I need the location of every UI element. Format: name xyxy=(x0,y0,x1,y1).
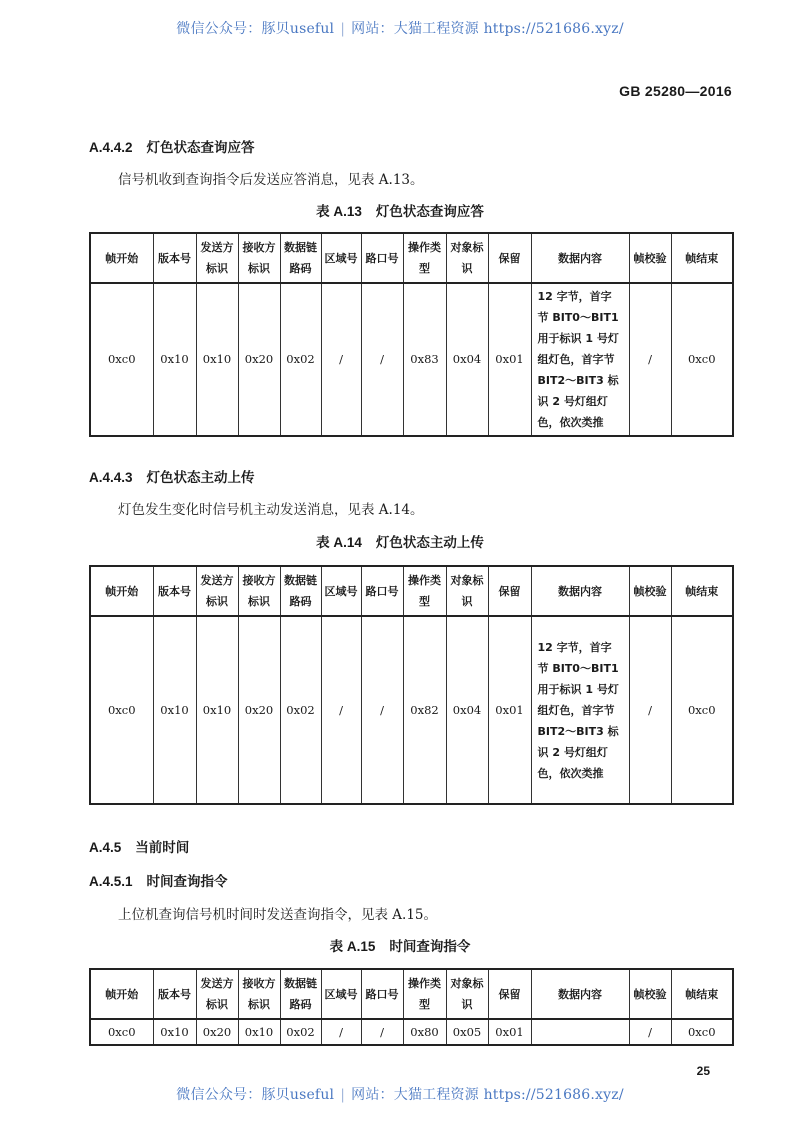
col-header: 数据内容 xyxy=(531,566,629,616)
col-header: 操作类型 xyxy=(403,566,446,616)
cell: / xyxy=(361,616,403,804)
col-header: 对象标识 xyxy=(446,566,488,616)
cell: 0x20 xyxy=(238,283,280,436)
col-header: 路口号 xyxy=(361,233,403,283)
col-header: 区域号 xyxy=(321,566,361,616)
paragraph: 上位机查询信号机时间时发送查询指令，见表 A.15。 xyxy=(118,907,438,923)
cell: 0x10 xyxy=(153,1019,196,1045)
cell: / xyxy=(321,616,361,804)
col-header: 数据内容 xyxy=(531,233,629,283)
caption-title: 时间查询指令 xyxy=(389,939,471,954)
cell: 0x02 xyxy=(280,1019,321,1045)
col-header: 保留 xyxy=(488,233,531,283)
table-header-row xyxy=(90,233,733,283)
table-caption-a14 xyxy=(0,531,800,551)
cell: 0x02 xyxy=(280,616,321,804)
col-header: 路口号 xyxy=(361,969,403,1019)
cell: 0x20 xyxy=(196,1019,238,1045)
caption-title: 灯色状态查询应答 xyxy=(375,204,484,219)
watermark-site: 网站：大猫工程资源 https://521686.xyz/ xyxy=(351,21,624,37)
caption-number: 表 A.15 xyxy=(329,939,376,954)
cell: / xyxy=(629,283,671,436)
cell: 0x01 xyxy=(488,1019,531,1045)
watermark-bottom xyxy=(0,1084,800,1104)
heading-number: A.4.4.2 xyxy=(89,140,133,155)
col-header: 区域号 xyxy=(321,233,361,283)
standard-code: GB 25280—2016 xyxy=(619,83,732,99)
cell: 0x04 xyxy=(446,283,488,436)
col-header: 版本号 xyxy=(153,233,196,283)
heading-title: 灯色状态查询应答 xyxy=(146,140,255,155)
col-header: 数据链路码 xyxy=(280,233,321,283)
col-header: 对象标识 xyxy=(446,969,488,1019)
caption-title: 灯色状态主动上传 xyxy=(375,535,484,550)
cell: 0x02 xyxy=(280,283,321,436)
section-heading-a4-4-3 xyxy=(89,466,255,486)
cell-data-content: 12 字节，首字节 BIT0～BIT1 用于标识 1 号灯组灯色，首字节 BIT2～BIT3 标识 2 号灯组灯色，依次类推 xyxy=(531,283,629,436)
heading-title: 时间查询指令 xyxy=(146,874,228,889)
cell-data-content: 12 字节，首字节 BIT0～BIT1 用于标识 1 号灯组灯色，首字节 BIT2～BIT3 标识 2 号灯组灯色，依次类推 xyxy=(531,616,629,804)
table-caption-a13 xyxy=(0,200,800,220)
watermark-separator: | xyxy=(340,21,346,37)
col-header: 发送方标识 xyxy=(196,233,238,283)
heading-number: A.4.4.3 xyxy=(89,470,133,485)
cell: 0x10 xyxy=(153,283,196,436)
col-header: 帧开始 xyxy=(90,969,153,1019)
col-header: 版本号 xyxy=(153,969,196,1019)
caption-number: 表 A.13 xyxy=(316,204,362,219)
heading-title: 灯色状态主动上传 xyxy=(146,470,255,485)
table-header-row xyxy=(90,969,733,1019)
heading-number: A.4.5 xyxy=(89,840,122,855)
col-header: 接收方标识 xyxy=(238,566,280,616)
col-header: 帧结束 xyxy=(671,969,733,1019)
col-header: 发送方标识 xyxy=(196,969,238,1019)
cell: 0xc0 xyxy=(671,283,733,436)
page-number: 25 xyxy=(696,1064,710,1078)
col-header: 数据内容 xyxy=(531,969,629,1019)
cell: / xyxy=(629,1019,671,1045)
col-header: 帧校验 xyxy=(629,566,671,616)
cell: 0x80 xyxy=(403,1019,446,1045)
cell: / xyxy=(361,1019,403,1045)
col-header: 路口号 xyxy=(361,566,403,616)
col-header: 帧结束 xyxy=(671,233,733,283)
caption-number: 表 A.14 xyxy=(316,535,362,550)
col-header: 数据链路码 xyxy=(280,566,321,616)
col-header: 版本号 xyxy=(153,566,196,616)
col-header: 操作类型 xyxy=(403,969,446,1019)
heading-number: A.4.5.1 xyxy=(89,874,133,889)
cell: 0x83 xyxy=(403,283,446,436)
cell: 0xc0 xyxy=(90,283,153,436)
table-row xyxy=(90,1019,733,1045)
paragraph: 信号机收到查询指令后发送应答消息，见表 A.13。 xyxy=(118,172,424,188)
cell: 0xc0 xyxy=(90,616,153,804)
cell: / xyxy=(361,283,403,436)
col-header: 帧校验 xyxy=(629,969,671,1019)
table-caption-a15 xyxy=(0,935,800,955)
table-header-row xyxy=(90,566,733,616)
table-a13 xyxy=(89,232,734,437)
section-heading-a4-5-1 xyxy=(89,870,228,890)
cell: 0x10 xyxy=(196,283,238,436)
table-row xyxy=(90,616,733,804)
table-a14 xyxy=(89,565,734,805)
col-header: 数据链路码 xyxy=(280,969,321,1019)
col-header: 区域号 xyxy=(321,969,361,1019)
cell: 0x82 xyxy=(403,616,446,804)
col-header: 帧结束 xyxy=(671,566,733,616)
cell-data-content xyxy=(531,1019,629,1045)
section-heading-a4-5 xyxy=(89,836,189,856)
cell: 0xc0 xyxy=(671,616,733,804)
cell: 0x01 xyxy=(488,283,531,436)
table-a15 xyxy=(89,968,734,1046)
col-header: 发送方标识 xyxy=(196,566,238,616)
cell: 0x20 xyxy=(238,616,280,804)
cell: 0xc0 xyxy=(90,1019,153,1045)
cell: 0x05 xyxy=(446,1019,488,1045)
paragraph: 灯色发生变化时信号机主动发送消息，见表 A.14。 xyxy=(118,502,424,518)
watermark-account: 微信公众号：豚贝useful xyxy=(176,1087,335,1103)
section-heading-a4-4-2 xyxy=(89,136,255,156)
cell: 0x10 xyxy=(153,616,196,804)
col-header: 保留 xyxy=(488,566,531,616)
watermark-site: 网站：大猫工程资源 https://521686.xyz/ xyxy=(351,1087,624,1103)
cell: 0x10 xyxy=(238,1019,280,1045)
cell: 0x04 xyxy=(446,616,488,804)
cell: 0x10 xyxy=(196,616,238,804)
cell: / xyxy=(321,283,361,436)
col-header: 帧校验 xyxy=(629,233,671,283)
cell: / xyxy=(321,1019,361,1045)
col-header: 保留 xyxy=(488,969,531,1019)
table-row xyxy=(90,283,733,436)
col-header: 对象标识 xyxy=(446,233,488,283)
col-header: 帧开始 xyxy=(90,233,153,283)
watermark-top xyxy=(0,18,800,38)
cell: 0x01 xyxy=(488,616,531,804)
watermark-separator: | xyxy=(340,1087,346,1103)
col-header: 接收方标识 xyxy=(238,233,280,283)
heading-title: 当前时间 xyxy=(135,840,190,855)
cell: 0xc0 xyxy=(671,1019,733,1045)
watermark-account: 微信公众号：豚贝useful xyxy=(176,21,335,37)
cell: / xyxy=(629,616,671,804)
col-header: 帧开始 xyxy=(90,566,153,616)
col-header: 操作类型 xyxy=(403,233,446,283)
col-header: 接收方标识 xyxy=(238,969,280,1019)
